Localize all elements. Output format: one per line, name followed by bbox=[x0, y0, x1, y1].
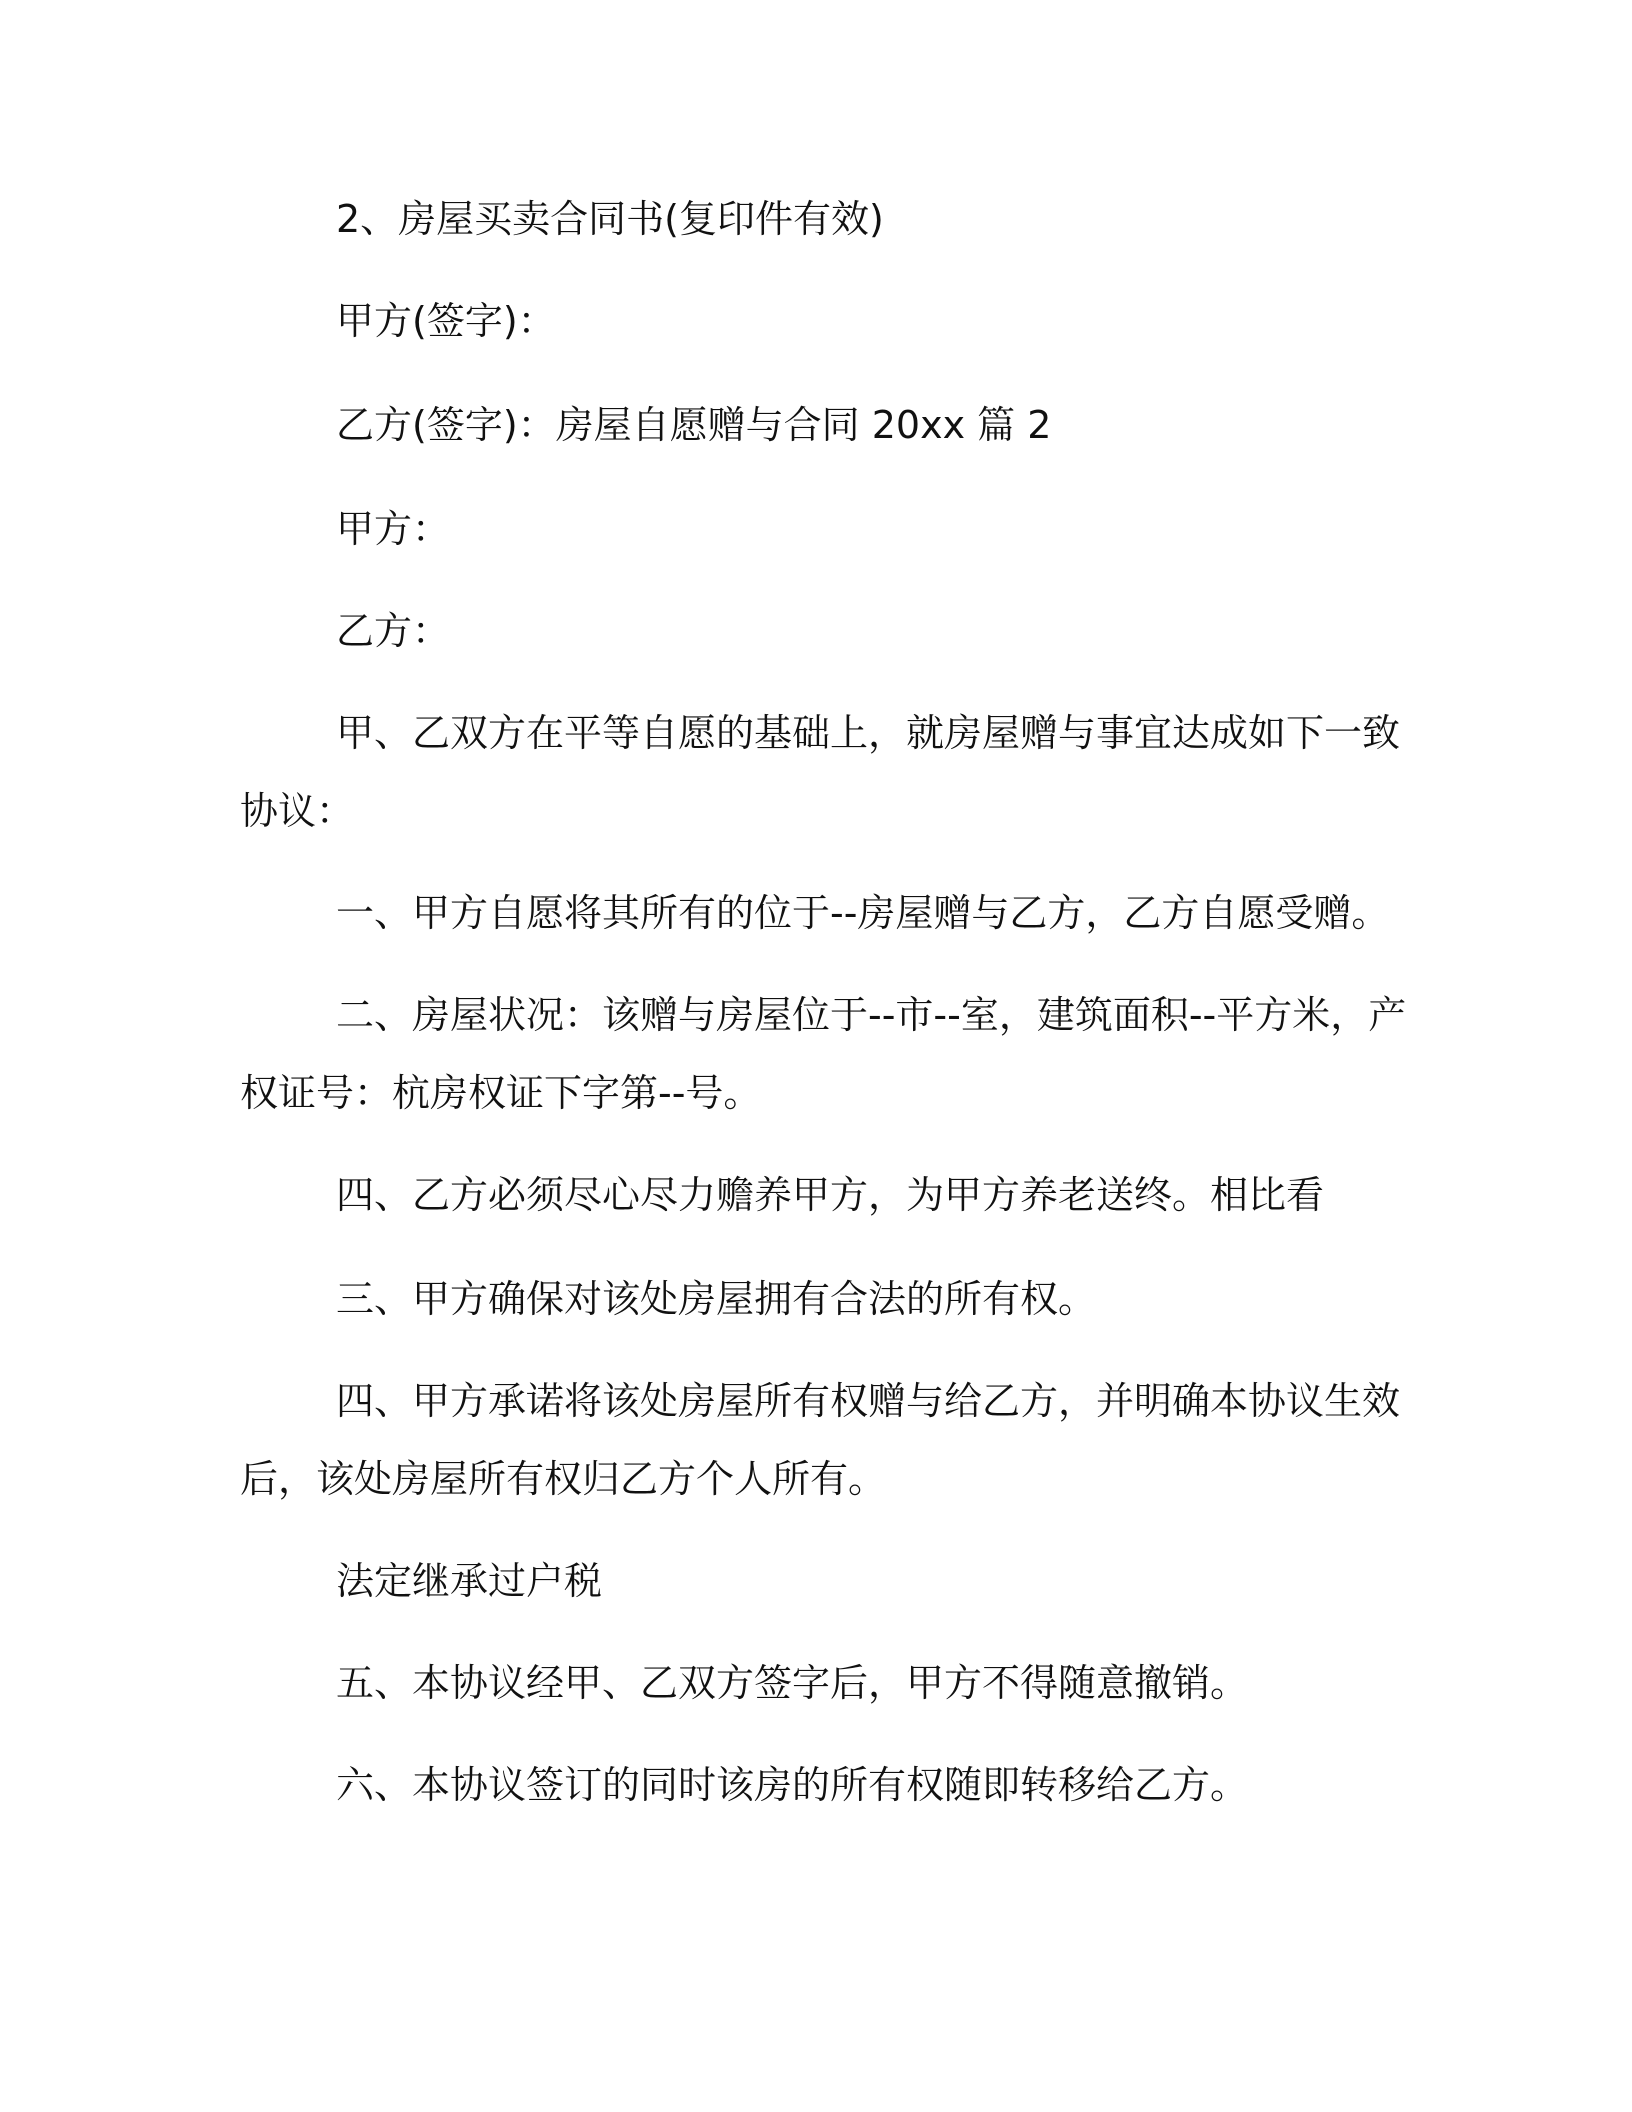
paragraph-clause-1: 一、甲方自愿将其所有的位于--房屋赠与乙方，乙方自愿受赠。 bbox=[336, 891, 1390, 935]
paragraph-clause-4b-line2: 后，该处房屋所有权归乙方个人所有。 bbox=[240, 1457, 887, 1501]
paragraph-clause-4a: 四、乙方必须尽心尽力赡养甲方，为甲方养老送终。相比看 bbox=[336, 1173, 1325, 1217]
paragraph-contract-copy: 2、房屋买卖合同书(复印件有效) bbox=[336, 197, 884, 241]
paragraph-party-b: 乙方： bbox=[336, 609, 451, 653]
paragraph-party-b-signature: 乙方(签字)：房屋自愿赠与合同 20xx 篇 2 bbox=[336, 403, 1052, 447]
paragraph-party-a: 甲方： bbox=[336, 507, 451, 551]
paragraph-party-a-signature: 甲方(签字)： bbox=[336, 299, 556, 343]
paragraph-clause-6: 六、本协议签订的同时该房的所有权随即转移给乙方。 bbox=[336, 1763, 1249, 1807]
paragraph-clause-5: 五、本协议经甲、乙双方签字后，甲方不得随意撤销。 bbox=[336, 1661, 1249, 1705]
paragraph-clause-3: 三、甲方确保对该处房屋拥有合法的所有权。 bbox=[336, 1277, 1097, 1321]
paragraph-clause-2-line2: 权证号：杭房权证下字第--号。 bbox=[240, 1071, 762, 1115]
paragraph-clause-2-line1: 二、房屋状况：该赠与房屋位于--市--室，建筑面积--平方米，产 bbox=[336, 993, 1407, 1037]
paragraph-clause-4b-line1: 四、甲方承诺将该处房屋所有权赠与给乙方，并明确本协议生效 bbox=[336, 1379, 1401, 1423]
paragraph-preamble-line2: 协议： bbox=[240, 789, 355, 833]
paragraph-preamble-line1: 甲、乙双方在平等自愿的基础上，就房屋赠与事宜达成如下一致 bbox=[336, 711, 1401, 755]
paragraph-inheritance-tax: 法定继承过户税 bbox=[336, 1559, 603, 1603]
